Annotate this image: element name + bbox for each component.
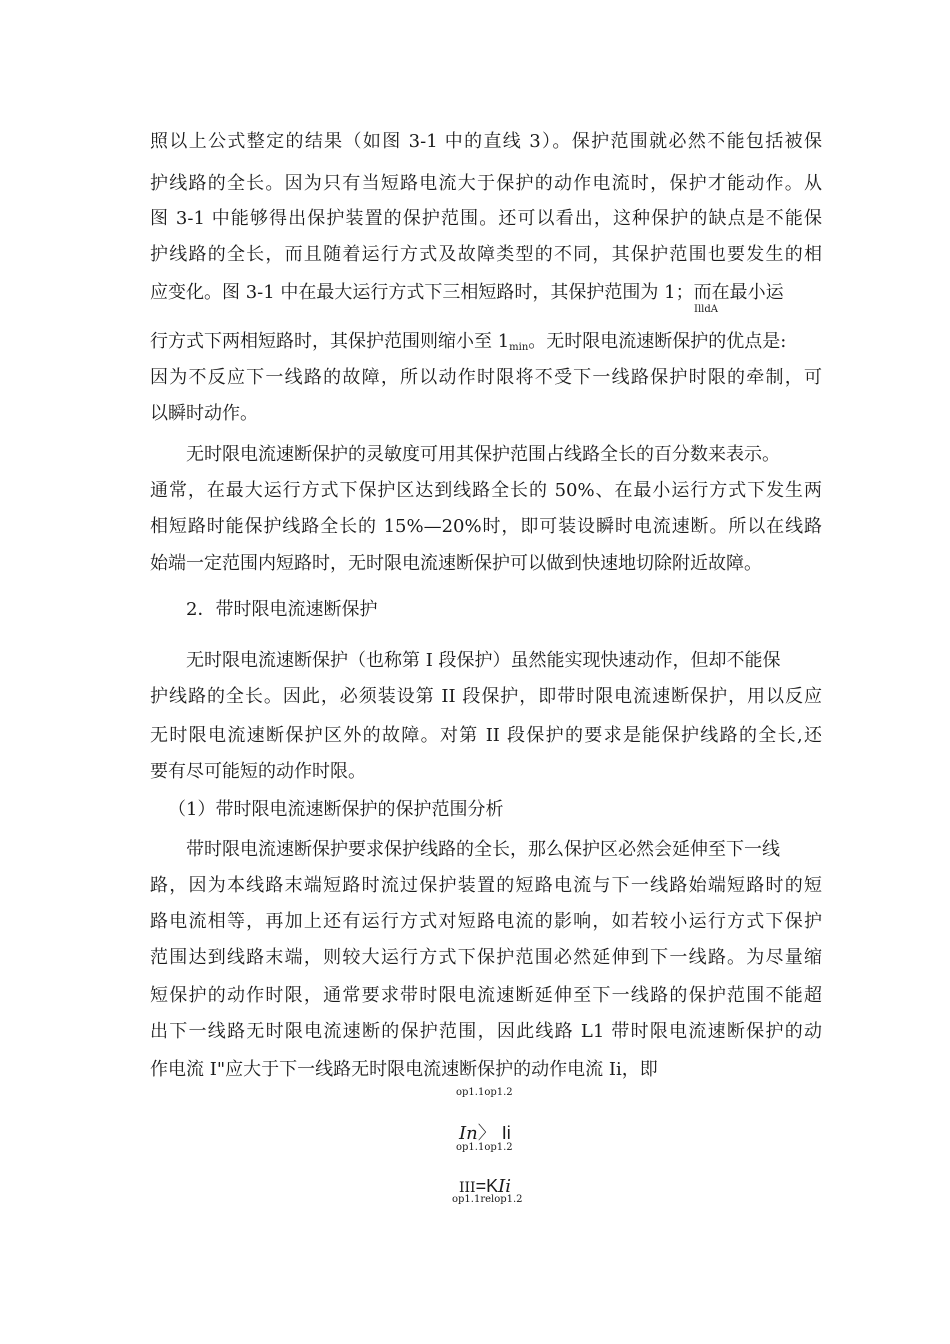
formula-1-note: op1.1op1.2 [456,1142,513,1153]
paragraph-3-line-3: 无时限电流速断保护区外的故障。对第 II 段保护的要求是能保护线路的全长,还 [150,725,822,746]
paragraph-1-line-1: 照以上公式整定的结果（如图 3-1 中的直线 3）。保护范围就必然不能包括被保 [150,131,822,152]
paragraph-4-line-4: 范围达到线路末端，则较大运行方式下保护范围必然延伸到下一线路。为尽量缩 [150,947,822,968]
formula-2-right: Ii [498,1176,511,1197]
paragraph-1-line-8: 以瞬时动作。 [150,403,258,424]
paragraph-2-line-3: 相短路时能保护线路全长的 15%—20%时，即可装设瞬时电流速断。所以在线路 [150,516,822,537]
formula-2-equals: =K [475,1176,499,1196]
subsection-heading-1: （1）带时限电流速断保护的保护范围分析 [168,799,504,820]
formula-1-operator: 〉 [477,1123,496,1144]
paragraph-1-line-6 [150,330,822,357]
paragraph-1-line-7: 因为不反应下一线路的故障，所以动作时限将不受下一线路保护时限的牵制，可 [150,367,822,388]
paragraph-3-line-2: 护线路的全长。因此，必须装设第 II 段保护，即带时限电流速断保护，用以反应 [150,686,822,707]
paragraph-1-line-4: 护线路的全长，而且随着运行方式及故障类型的不同，其保护范围也要发生的相 [150,244,822,265]
formula-2-left: III [459,1180,476,1196]
paragraph-3-line-4: 要有尽可能短的动作时限。 [150,761,366,782]
paragraph-1-line-5: 应变化。图 3-1 中在最大运行方式下三相短路时，其保护范围为 1；而在最小运 [150,282,784,303]
paragraph-4-line-3: 路电流相等，再加上还有运行方式对短路电流的影响，如若较小运行方式下保护 [150,911,822,932]
formula-1-left: In [459,1123,478,1144]
paragraph-1-line-6-a: 行方式下两相短路时，其保护范围则缩小至 1 [150,331,510,352]
paragraph-2-line-1: 无时限电流速断保护的灵敏度可用其保护范围占线路全长的百分数来表示。 [186,444,780,465]
paragraph-3-line-1: 无时限电流速断保护（也称第 I 段保护）虽然能实现快速动作，但却不能保 [186,650,781,671]
paragraph-2-line-4: 始端一定范围内短路时，无时限电流速断保护可以做到快速地切除附近故障。 [150,553,762,574]
paragraph-4-line-6: 出下一线路无时限电流速断的保护范围，因此线路 L1 带时限电流速断保护的动 [150,1021,822,1042]
paragraph-2-line-2: 通常，在最大运行方式下保护区达到线路全长的 50%、在最小运行方式下发生两 [150,480,822,501]
paragraph-4-line-7: 作电流 I"应大于下一线路无时限电流速断保护的动作电流 Ii，即 [150,1059,658,1080]
paragraph-1-line-3: 图 3-1 中能够得出保护装置的保护范围。还可以看出，这种保护的缺点是不能保 [150,208,822,229]
paragraph-4-line-7-note: op1.1op1.2 [456,1087,513,1098]
paragraph-1-line-2: 护线路的全长。因为只有当短路电流大于保护的动作电流时，保护才能动作。从 [150,173,822,194]
paragraph-1-line-5-note: IlldA [694,304,718,315]
paragraph-4-line-5: 短保护的动作时限，通常要求带时限电流速断延伸至下一线路的保护范围不能超 [150,985,822,1006]
paragraph-4-line-2: 路，因为本线路末端短路时流过保护装置的短路电流与下一线路始端短路时的短 [150,875,822,896]
formula-2-note: op1.1relop1.2 [452,1194,523,1205]
paragraph-1-line-6-b: 。无时限电流速断保护的优点是: [528,331,787,352]
section-heading-2: 2．带时限电流速断保护 [186,599,378,620]
formula-1-right: Ii [501,1123,511,1143]
paragraph-1-line-6-sub: min [509,342,529,353]
paragraph-4-line-1: 带时限电流速断保护要求保护线路的全长，那么保护区必然会延伸至下一线 [186,839,780,860]
